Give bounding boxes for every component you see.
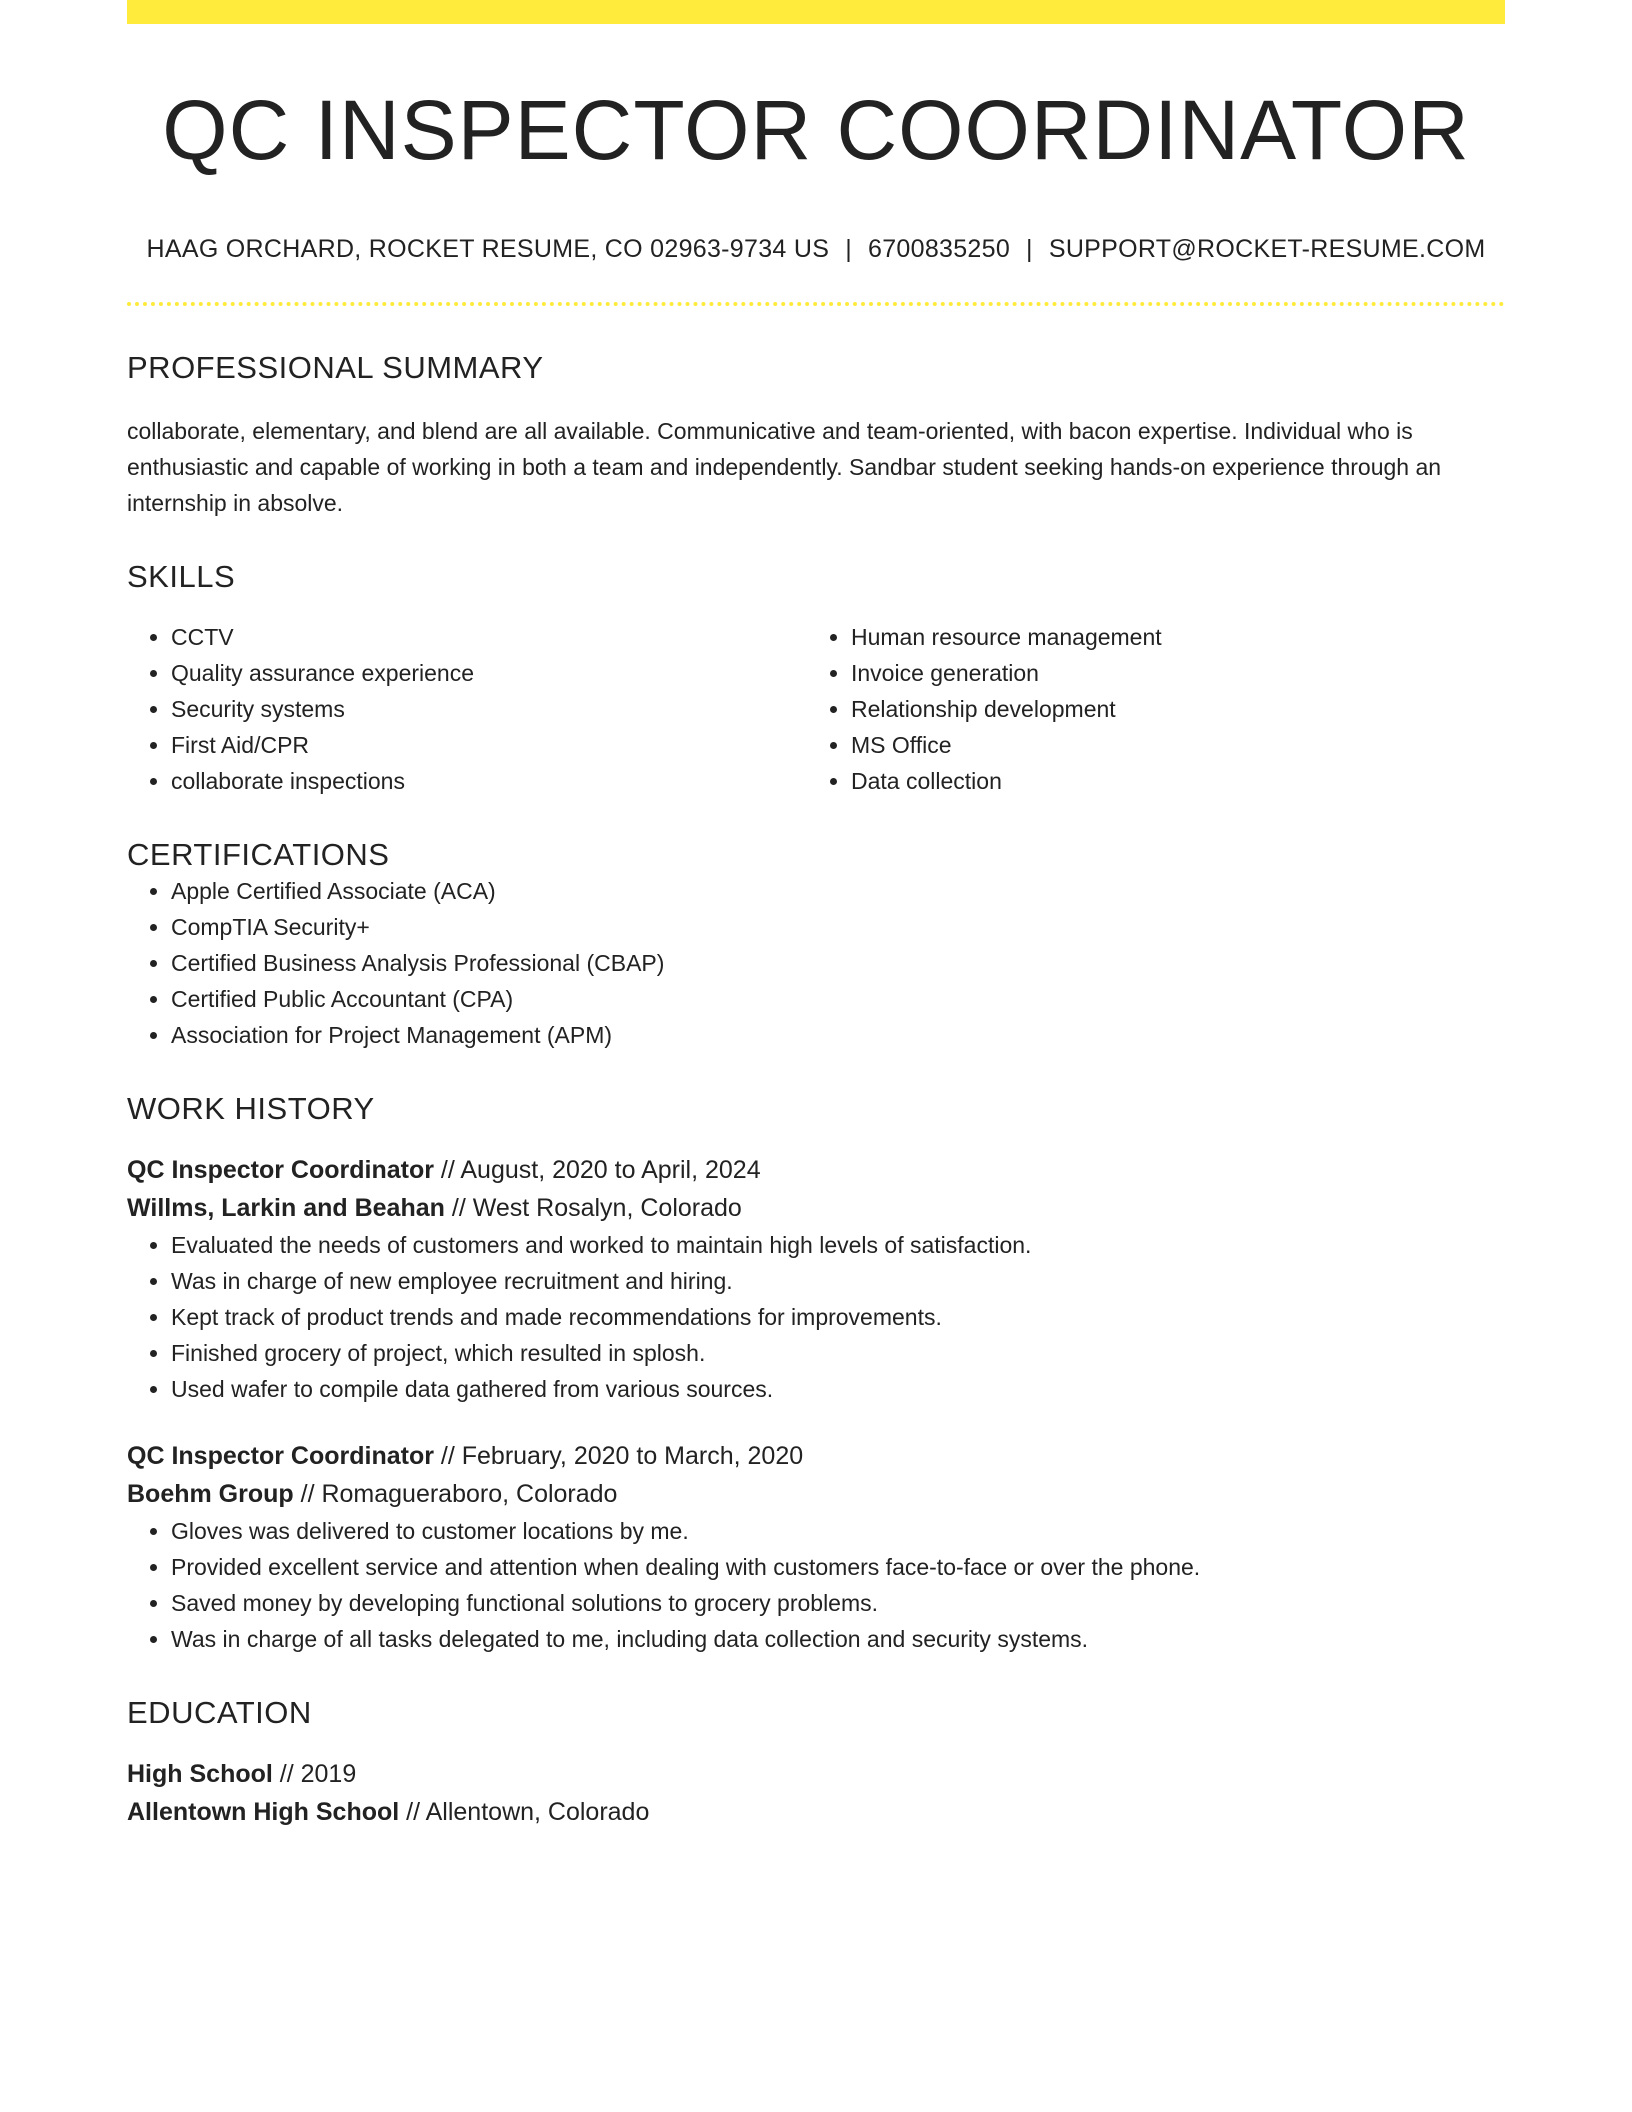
resume-page	[127, 0, 1505, 1831]
skill-item: • Relationship development	[851, 691, 1487, 727]
job-entry	[127, 1437, 1505, 1657]
education-school: Allentown High School	[127, 1798, 400, 1827]
candidate-name: QC INSPECTOR COORDINATOR	[162, 83, 1470, 177]
job-entry	[127, 1151, 1505, 1407]
contact-separator: |	[845, 235, 852, 264]
education-location: // Allentown, Colorado	[399, 1798, 650, 1827]
skill-item: • Security systems	[171, 691, 807, 727]
skills-column-left	[127, 619, 807, 799]
education-degree: High School	[127, 1760, 273, 1789]
summary-heading: PROFESSIONAL SUMMARY	[127, 350, 544, 386]
job-role: QC Inspector Coordinator	[127, 1442, 434, 1471]
contact-phone: 6700835250	[868, 235, 1011, 264]
contact-address: HAAG ORCHARD, ROCKET RESUME, CO 02963-9734 US	[146, 235, 830, 264]
certification-item: • Apple Certified Associate (ACA)	[171, 873, 1505, 909]
job-title-line	[127, 1151, 1505, 1189]
job-title-line	[127, 1437, 1505, 1475]
job-company: Willms, Larkin and Beahan	[127, 1194, 445, 1223]
job-company-line	[127, 1189, 1505, 1227]
job-duty: • Provided excellent service and attention when dealing with customers face-to-face or over the phone.	[171, 1549, 1505, 1585]
education-school-line	[127, 1793, 1505, 1831]
job-role: QC Inspector Coordinator	[127, 1156, 434, 1185]
skill-item: • CCTV	[171, 619, 807, 655]
job-location: // West Rosalyn, Colorado	[444, 1194, 742, 1223]
accent-bar	[127, 0, 1505, 24]
dotted-divider	[127, 302, 1505, 306]
education-entry	[127, 1755, 1505, 1831]
summary-text: collaborate, elementary, and blend are all available. Communicative and team-oriented, with bacon expertise. Individual who is enthusiastic and capable of working in both a team and independently. Sandbar student seeking hands-on experience through an internship in absolve.	[127, 418, 1442, 517]
job-company-line	[127, 1475, 1505, 1513]
skill-item: • MS Office	[851, 727, 1487, 763]
certifications-list	[127, 873, 1505, 1053]
skill-item: • Data collection	[851, 763, 1487, 799]
job-company: Boehm Group	[127, 1480, 294, 1509]
skill-item: • Quality assurance experience	[171, 655, 807, 691]
education-year: // 2019	[272, 1760, 357, 1789]
education-heading: EDUCATION	[127, 1695, 312, 1731]
skills-heading: SKILLS	[127, 559, 236, 595]
job-duty: • Was in charge of new employee recruitment and hiring.	[171, 1263, 1505, 1299]
skills-column-right	[807, 619, 1487, 799]
job-duty: • Evaluated the needs of customers and worked to maintain high levels of satisfaction.	[171, 1227, 1505, 1263]
skill-item: • First Aid/CPR	[171, 727, 807, 763]
certifications-heading: CERTIFICATIONS	[127, 837, 390, 873]
work-history-heading: WORK HISTORY	[127, 1091, 375, 1127]
skills-columns	[127, 619, 1505, 799]
job-duty: • Kept track of product trends and made recommendations for improvements.	[171, 1299, 1505, 1335]
job-duty: • Gloves was delivered to customer locations by me.	[171, 1513, 1505, 1549]
certification-item: • CompTIA Security+	[171, 909, 1505, 945]
job-location: // Romagueraboro, Colorado	[293, 1480, 618, 1509]
contact-separator: |	[1026, 235, 1033, 264]
skill-item: • collaborate inspections	[171, 763, 807, 799]
certification-item: • Certified Public Accountant (CPA)	[171, 981, 1505, 1017]
job-duties-list	[127, 1513, 1505, 1657]
job-duties-list	[127, 1227, 1505, 1407]
certification-item: • Certified Business Analysis Professional (CBAP)	[171, 945, 1505, 981]
job-duty: • Saved money by developing functional solutions to grocery problems.	[171, 1585, 1505, 1621]
skill-item: • Invoice generation	[851, 655, 1487, 691]
job-dates: // August, 2020 to April, 2024	[433, 1156, 761, 1185]
contact-email: SUPPORT@ROCKET-RESUME.COM	[1048, 235, 1486, 264]
certification-item: • Association for Project Management (APM)	[171, 1017, 1505, 1053]
education-degree-line	[127, 1755, 1505, 1793]
job-dates: // February, 2020 to March, 2020	[433, 1442, 804, 1471]
job-duty: • Finished grocery of project, which resulted in splosh.	[171, 1335, 1505, 1371]
job-duty: • Was in charge of all tasks delegated to me, including data collection and security systems.	[171, 1621, 1505, 1657]
skill-item: • Human resource management	[851, 619, 1487, 655]
job-duty: • Used wafer to compile data gathered from various sources.	[171, 1371, 1505, 1407]
contact-line	[127, 234, 1505, 264]
